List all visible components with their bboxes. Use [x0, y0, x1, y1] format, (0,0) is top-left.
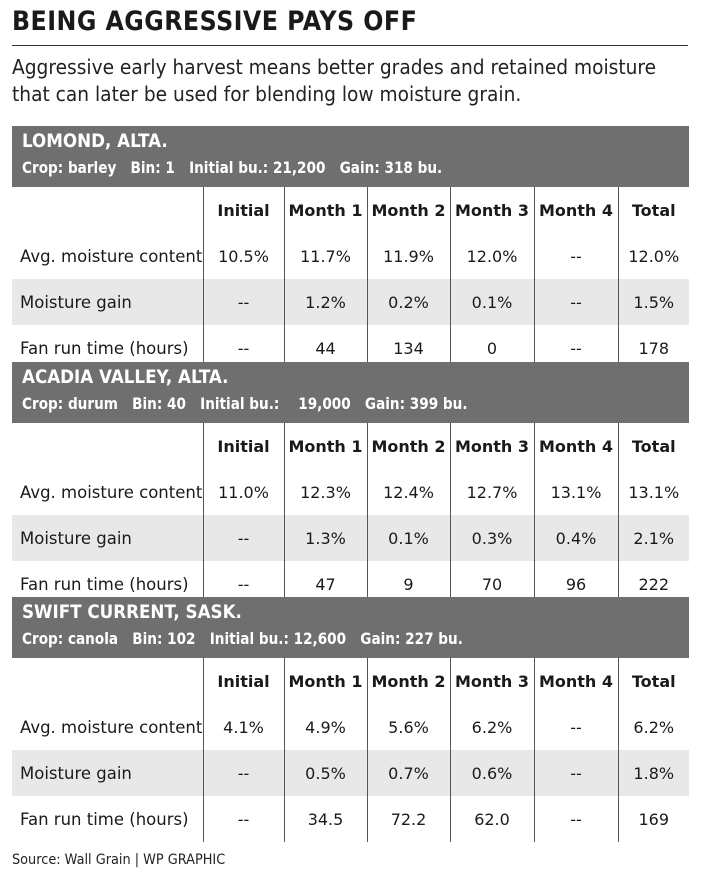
section-swift-current-sask — [12, 597, 689, 842]
table-cell: 4.9% — [284, 704, 367, 750]
header-cell-blank — [12, 423, 203, 469]
table-cell: 11.9% — [367, 233, 450, 279]
moisture-table — [12, 187, 689, 371]
row-label: Moisture gain — [12, 279, 203, 325]
table-cell: 0.5% — [284, 750, 367, 796]
table-cell: -- — [534, 704, 618, 750]
table-cell: 34.5 — [284, 796, 367, 842]
table-cell: -- — [534, 796, 618, 842]
table-cell: 0.4% — [534, 515, 618, 561]
table-cell: 1.5% — [618, 279, 689, 325]
section-header — [12, 597, 689, 658]
table-row — [12, 796, 689, 842]
table-cell: 12.0% — [450, 233, 534, 279]
crop-info: Crop: canola Bin: 102 Initial bu.: 12,600 Gain: 227 bu. — [22, 629, 463, 648]
table-header-row — [12, 423, 689, 469]
column-header: Initial — [203, 187, 284, 233]
table-row — [12, 279, 689, 325]
table-cell: 178 — [618, 325, 689, 371]
table-cell: -- — [534, 750, 618, 796]
title-divider — [12, 45, 688, 46]
header-cell-blank — [12, 658, 203, 704]
section-header — [12, 126, 689, 187]
table-cell: -- — [203, 750, 284, 796]
table-cell: 11.0% — [203, 469, 284, 515]
column-header: Month 3 — [450, 423, 534, 469]
table-cell: 12.3% — [284, 469, 367, 515]
table-cell: 9 — [367, 561, 450, 607]
row-label: Moisture gain — [12, 515, 203, 561]
table-cell: -- — [203, 561, 284, 607]
column-header: Initial — [203, 423, 284, 469]
location-title: SWIFT CURRENT, SASK. — [22, 601, 242, 623]
subtitle: Aggressive early harvest means better grades and retained moisture that can later be used for blending low moisture grain. — [12, 55, 657, 106]
location-title: LOMOND, ALTA. — [22, 130, 168, 152]
column-header: Month 1 — [284, 423, 367, 469]
table-header-row — [12, 187, 689, 233]
table-cell: 1.3% — [284, 515, 367, 561]
table-cell: 62.0 — [450, 796, 534, 842]
table-cell: -- — [203, 325, 284, 371]
table-cell: -- — [534, 279, 618, 325]
table-row — [12, 515, 689, 561]
column-header: Month 2 — [367, 187, 450, 233]
row-label: Avg. moisture content — [20, 246, 203, 266]
table-cell: 13.1% — [618, 469, 689, 515]
table-cell: -- — [203, 279, 284, 325]
column-header: Month 2 — [367, 658, 450, 704]
source-credit: Source: Wall Grain | WP GRAPHIC — [12, 852, 226, 868]
column-header: Month 2 — [367, 423, 450, 469]
table-cell: 47 — [284, 561, 367, 607]
moisture-table — [12, 423, 689, 607]
table-cell: -- — [534, 325, 618, 371]
table-cell: 96 — [534, 561, 618, 607]
crop-info: Crop: durum Bin: 40 Initial bu.: 19,000 Gain: 399 bu. — [22, 394, 468, 413]
table-cell: 5.6% — [367, 704, 450, 750]
table-header-row — [12, 658, 689, 704]
crop-info: Crop: barley Bin: 1 Initial bu.: 21,200 Gain: 318 bu. — [22, 158, 443, 177]
table-cell: 6.2% — [618, 704, 689, 750]
row-label: Moisture gain — [12, 750, 203, 796]
table-cell: -- — [203, 515, 284, 561]
row-label: Fan run time (hours) — [20, 809, 189, 829]
column-header: Month 3 — [450, 187, 534, 233]
header-cell-blank — [12, 187, 203, 233]
table-cell: -- — [534, 233, 618, 279]
column-header: Initial — [203, 658, 284, 704]
table-cell: 72.2 — [367, 796, 450, 842]
column-header: Total — [618, 658, 689, 704]
column-header: Month 4 — [534, 423, 618, 469]
row-label: Fan run time (hours) — [20, 338, 189, 358]
table-cell: 12.4% — [367, 469, 450, 515]
table-cell: 0.3% — [450, 515, 534, 561]
column-header: Month 4 — [534, 187, 618, 233]
table-cell: 169 — [618, 796, 689, 842]
table-cell: 1.8% — [618, 750, 689, 796]
table-row — [12, 469, 689, 515]
column-header: Month 1 — [284, 187, 367, 233]
column-header: Month 3 — [450, 658, 534, 704]
table-row — [12, 233, 689, 279]
table-cell: 6.2% — [450, 704, 534, 750]
table-cell: 10.5% — [203, 233, 284, 279]
column-header: Month 4 — [534, 658, 618, 704]
row-label: Avg. moisture content — [20, 717, 203, 737]
table-cell: 12.0% — [618, 233, 689, 279]
table-cell: 70 — [450, 561, 534, 607]
table-cell: 13.1% — [534, 469, 618, 515]
table-cell: 134 — [367, 325, 450, 371]
moisture-table — [12, 658, 689, 842]
table-cell: 0.2% — [367, 279, 450, 325]
location-title: ACADIA VALLEY, ALTA. — [22, 366, 229, 388]
table-cell: 1.2% — [284, 279, 367, 325]
section-lomond-alta — [12, 126, 689, 371]
section-header — [12, 362, 689, 423]
page-title: BEING AGGRESSIVE PAYS OFF — [12, 6, 418, 37]
table-cell: -- — [203, 796, 284, 842]
row-label: Avg. moisture content — [20, 482, 203, 502]
column-header: Month 1 — [284, 658, 367, 704]
table-cell: 0.1% — [367, 515, 450, 561]
table-cell: 0.1% — [450, 279, 534, 325]
table-cell: 12.7% — [450, 469, 534, 515]
column-header: Total — [618, 187, 689, 233]
table-cell: 44 — [284, 325, 367, 371]
table-cell: 2.1% — [618, 515, 689, 561]
table-cell: 0 — [450, 325, 534, 371]
table-row — [12, 750, 689, 796]
table-cell: 0.6% — [450, 750, 534, 796]
section-acadia-valley-alta — [12, 362, 689, 607]
table-cell: 4.1% — [203, 704, 284, 750]
table-cell: 11.7% — [284, 233, 367, 279]
table-row — [12, 704, 689, 750]
table-cell: 222 — [618, 561, 689, 607]
column-header: Total — [618, 423, 689, 469]
row-label: Fan run time (hours) — [20, 574, 189, 594]
table-cell: 0.7% — [367, 750, 450, 796]
